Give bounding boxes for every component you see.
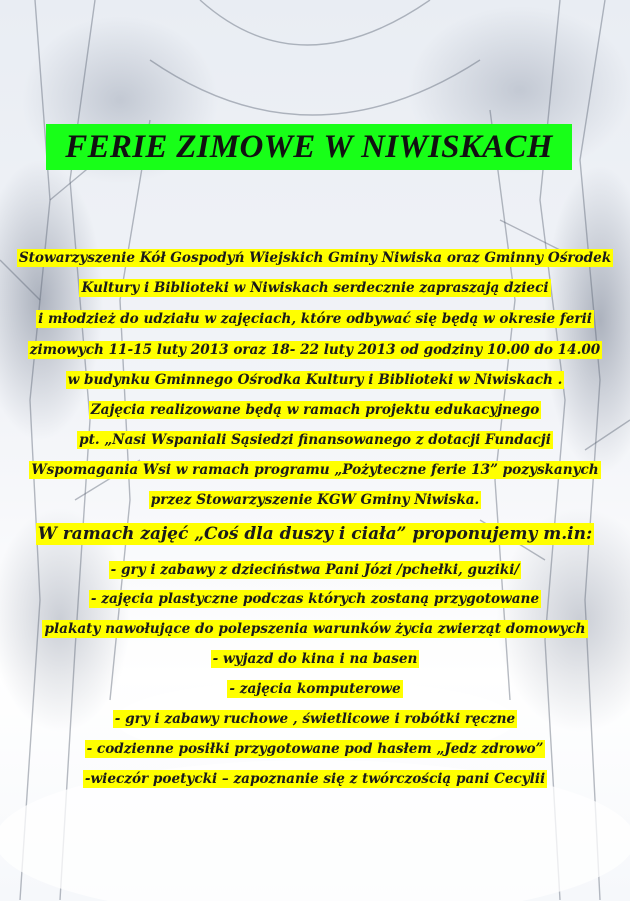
program-item-text: -wieczór poetycki – zapoznanie się z twórczością pani Cecylii [84,771,546,787]
intro-line [0,492,630,508]
intro-line [0,462,630,478]
intro-line [0,280,630,296]
program-item [0,562,630,578]
program-item [0,711,630,727]
program-heading-text: W ramach zajęć „Coś dla duszy i ciała” proponujemy m.in: [37,524,593,544]
intro-text: w budynku Gminnego Ośrodka Kultury i Biblioteki w Niwiskach . [67,372,563,388]
intro-text: zimowych 11-15 luty 2013 oraz 18- 22 luty 2013 od godziny 10.00 do 14.00 [29,342,601,358]
title-banner [46,124,572,170]
intro-text: Kultury i Biblioteki w Niwiskach serdecznie zapraszają dzieci [81,280,549,296]
intro-line [0,250,630,266]
program-item [0,741,630,757]
intro-text: Stowarzyszenie Kół Gospodyń Wiejskich Gminy Niwiska oraz Gminny Ośrodek [18,250,612,266]
intro-line [0,372,630,388]
program-item-text: - gry i zabawy z dzieciństwa Pani Józi /pchełki, guziki/ [110,562,520,578]
page-title: FERIE ZIMOWE W NIWISKACH [65,128,553,165]
intro-text: przez Stowarzyszenie KGW Gminy Niwiska. [150,492,480,508]
program-item-text: - zajęcia plastyczne podczas których zostaną przygotowane [90,591,540,607]
program-item-text: - codzienne posiłki przygotowane pod hasłem „Jedz zdrowo” [86,741,544,757]
program-heading [0,524,630,544]
intro-text: Wspomagania Wsi w ramach programu „Pożyteczne ferie 13” pozyskanych [31,462,599,478]
intro-text: pt. „Nasi Wspaniali Sąsiedzi finansowanego z dotacji Fundacji [79,432,551,448]
program-item [0,651,630,667]
program-item-text: - zajęcia komputerowe [229,681,401,697]
program-item-text: plakaty nawołujące do polepszenia warunków życia zwierząt domowych [44,621,586,637]
program-item [0,681,630,697]
program-item-text: - gry i zabawy ruchowe , świetlicowe i robótki ręczne [114,711,516,727]
intro-text: Zajęcia realizowane będą w ramach projektu edukacyjnego [90,402,540,418]
intro-line [0,342,630,358]
intro-line [0,311,630,327]
intro-text: i młodzież do udziału w zajęciach, które odbywać się będą w okresie ferii [38,311,592,327]
intro-line [0,402,630,418]
program-item [0,591,630,607]
intro-line [0,432,630,448]
program-item [0,621,630,637]
program-item-text: - wyjazd do kina i na basen [212,651,418,667]
program-item [0,771,630,787]
